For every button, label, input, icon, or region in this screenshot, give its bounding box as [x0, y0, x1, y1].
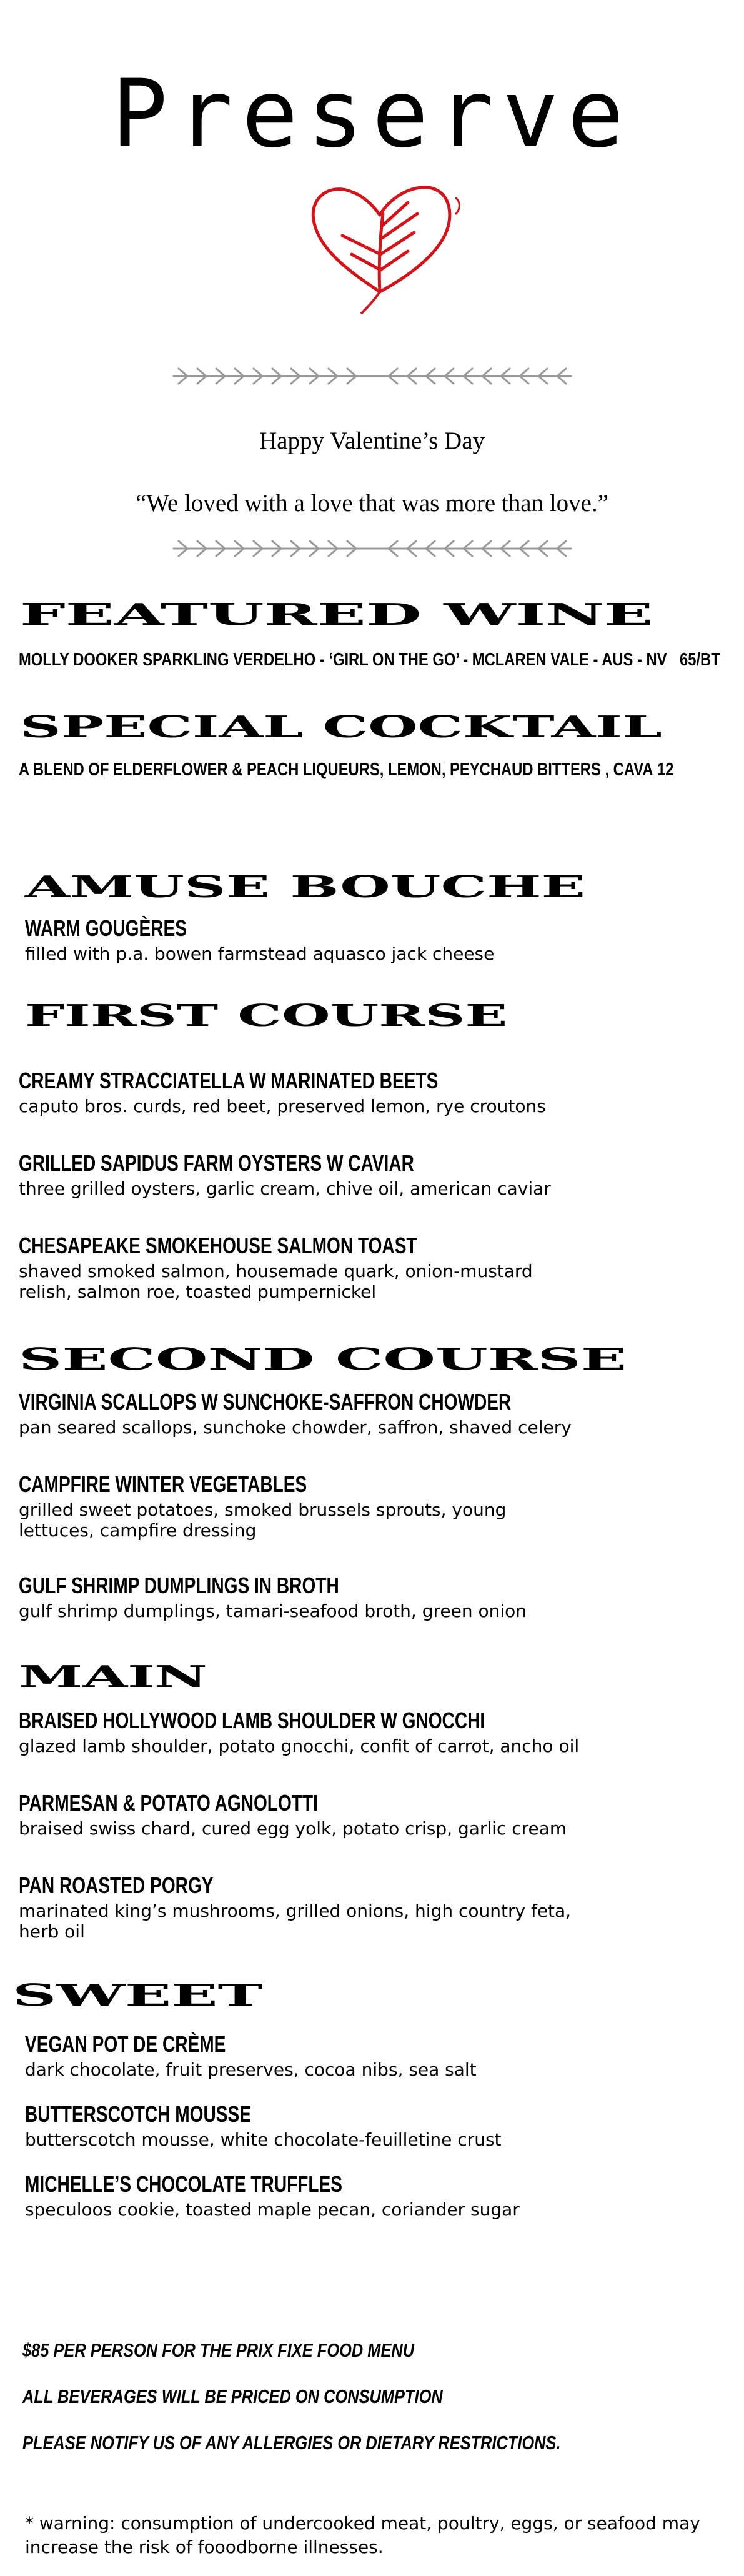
sweet-heading: SWEET: [12, 1977, 264, 2013]
menu-item-name: BRAISED HOLLYWOOD LAMB SHOULDER W GNOCCHI: [19, 1708, 485, 1733]
quote: “We loved with a love that was more than love.”: [135, 490, 609, 517]
heart-leaf-icon: [292, 164, 467, 320]
restaurant-name: Preserve: [111, 60, 633, 169]
main-heading: MAIN: [19, 1659, 207, 1694]
menu-item-name: CHESAPEAKE SMOKEHOUSE SALMON TOAST: [19, 1233, 417, 1258]
menu-item-description: shaved smoked salmon, housemade quark, onion-mustard relish, salmon roe, toasted pumpernickel: [19, 1261, 533, 1302]
menu-item-name: GULF SHRIMP DUMPLINGS IN BROTH: [19, 1573, 339, 1598]
menu-item-description: braised swiss chard, cured egg yolk, potato crisp, garlic cream: [19, 1818, 567, 1839]
menu-item-name: PARMESAN & POTATO AGNOLOTTI: [19, 1790, 318, 1816]
greeting: Happy Valentine’s Day: [259, 427, 485, 454]
menu-item-name: WARM GOUGÈRES: [25, 915, 187, 941]
featured-wine-description: MOLLY DOOKER SPARKLING VERDELHO - ‘GIRL ON THE GO’ - MCLAREN VALE - AUS - NV: [19, 650, 667, 670]
menu-item-description: filled with p.a. bowen farmstead aquasco jack cheese: [25, 943, 495, 964]
special-cocktail-description: A BLEND OF ELDERFLOWER & PEACH LIQUEURS, LEMON, PEYCHAUD BITTERS , CAVA: [19, 760, 653, 780]
menu-item-description: three grilled oysters, garlic cream, chive oil, american caviar: [19, 1178, 551, 1199]
menu-item-name: CREAMY STRACCIATELLA W MARINATED BEETS: [19, 1068, 439, 1093]
menu-item-description: pan seared scallops, sunchoke chowder, saffron, shaved celery: [19, 1417, 572, 1438]
featured-wine-heading: FEATURED WINE: [20, 597, 653, 632]
special-cocktail-heading: SPECIAL COCKTAIL: [20, 709, 662, 745]
menu-item-name: MICHELLE’S CHOCOLATE TRUFFLES: [25, 2171, 343, 2197]
menu-item-name: VIRGINIA SCALLOPS W SUNCHOKE-SAFFRON CHOWDER: [19, 1389, 512, 1415]
vine-divider-icon: [169, 357, 576, 395]
menu-item-name: VEGAN POT DE CRÈME: [25, 2031, 226, 2057]
beverage-note: ALL BEVERAGES WILL BE PRICED ON CONSUMPTION: [22, 2385, 443, 2407]
menu-item-description: caputo bros. curds, red beet, preserved lemon, rye croutons: [19, 1096, 546, 1116]
menu-item-name: PAN ROASTED PORGY: [19, 1872, 214, 1898]
menu-item-name: BUTTERSCOTCH MOUSSE: [25, 2101, 251, 2127]
menu-item-name: CAMPFIRE WINTER VEGETABLES: [19, 1471, 307, 1497]
second-course-heading: SECOND COURSE: [19, 1341, 627, 1377]
food-safety-warning: * warning: consumption of undercooked meat, poultry, eggs, or seafood may increase the risk of fooodborne illnesses.: [25, 2513, 700, 2557]
amuse-bouche-heading: AMUSE BOUCHE: [25, 869, 586, 905]
special-cocktail-price: 12: [657, 760, 674, 780]
menu-item-description: glazed lamb shoulder, potato gnocchi, confit of carrot, ancho oil: [19, 1736, 580, 1756]
menu-item-description: speculoos cookie, toasted maple pecan, coriander sugar: [25, 2199, 520, 2220]
menu-item-name: GRILLED SAPIDUS FARM OYSTERS W CAVIAR: [19, 1150, 414, 1176]
first-course-heading: FIRST COURSE: [25, 998, 508, 1033]
vine-divider-icon: [169, 530, 576, 567]
menu-item-description: butterscotch mousse, white chocolate-feuilletine crust: [25, 2129, 502, 2150]
allergy-note: PLEASE NOTIFY US OF ANY ALLERGIES OR DIETARY RESTRICTIONS.: [22, 2432, 561, 2454]
prix-fixe-note: $85 PER PERSON FOR THE PRIX FIXE FOOD MENU: [22, 2339, 415, 2361]
featured-wine-price: 65/BT: [680, 650, 720, 670]
menu-item-description: gulf shrimp dumplings, tamari-seafood broth, green onion: [19, 1601, 527, 1621]
menu-item-description: grilled sweet potatoes, smoked brussels sprouts, young lettuces, campfire dressing: [19, 1499, 507, 1541]
menu-item-description: dark chocolate, fruit preserves, cocoa nibs, sea salt: [25, 2059, 477, 2080]
menu-item-description: marinated king’s mushrooms, grilled onions, high country feta, herb oil: [19, 1901, 572, 1942]
